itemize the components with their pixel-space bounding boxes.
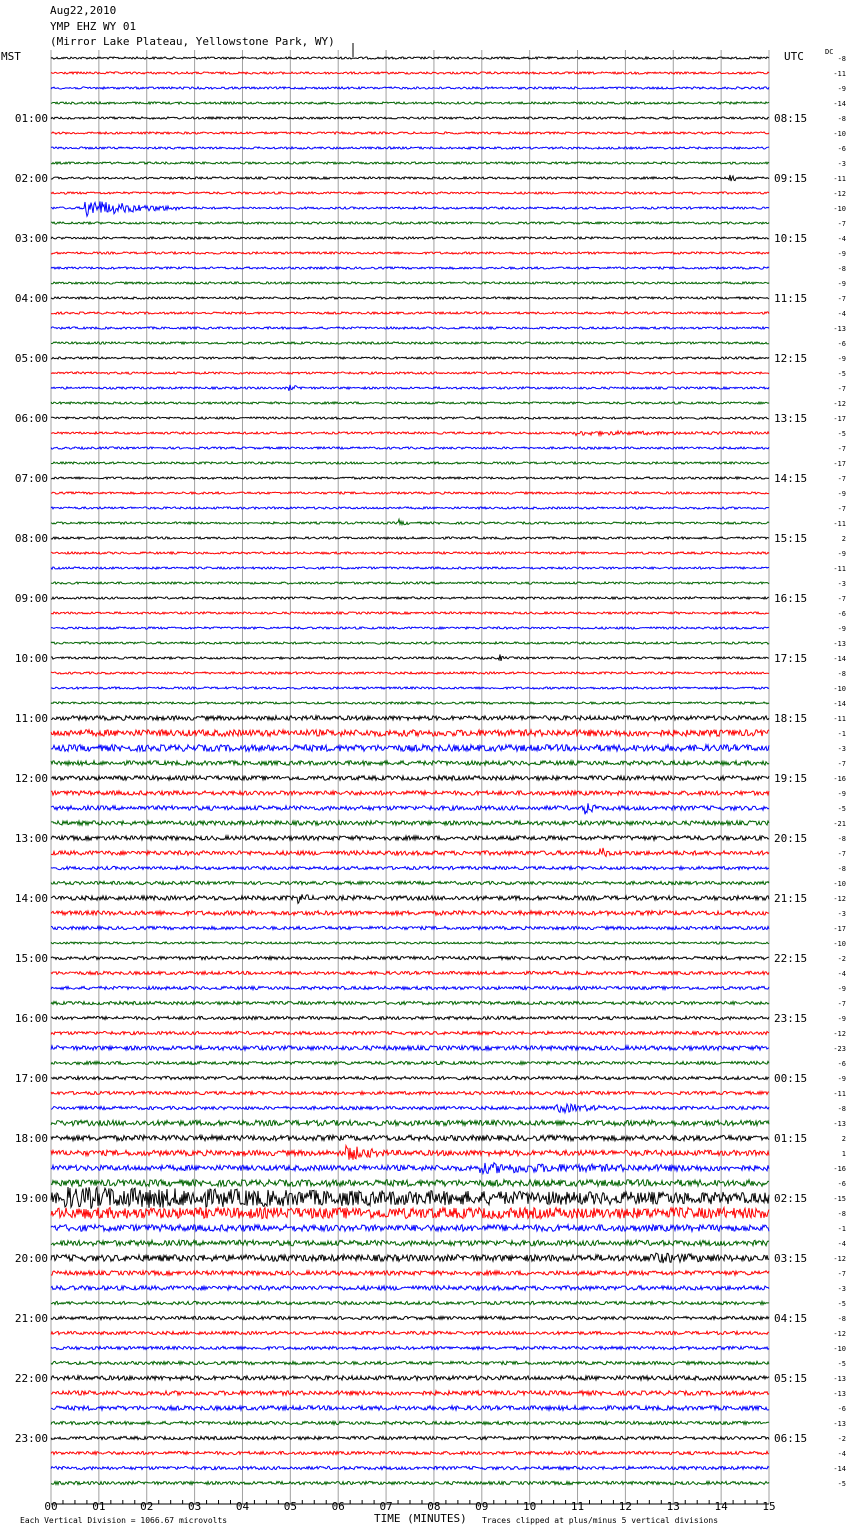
trace-row <box>51 267 769 269</box>
x-tick-label: 06 <box>331 1500 345 1513</box>
dc-offset-label: -3 <box>837 580 846 588</box>
trace-row <box>51 507 769 509</box>
left-hour-label: 11:00 <box>14 712 48 725</box>
trace-row <box>51 1225 769 1232</box>
trace-row <box>51 582 769 584</box>
trace-row <box>51 866 769 869</box>
right-hour-label: 10:15 <box>774 232 808 245</box>
trace-row <box>51 312 769 314</box>
left-hour-label: 20:00 <box>14 1252 48 1265</box>
dc-offset-label: -17 <box>833 925 846 933</box>
trace-row <box>51 1046 769 1050</box>
dc-offset-label: -11 <box>833 175 846 183</box>
dc-offset-label: 2 <box>841 535 846 543</box>
trace-row <box>51 1180 769 1187</box>
scale-note: Each Vertical Division = 1066.67 microvolts <box>20 1516 228 1525</box>
dc-offset-label: -3 <box>837 160 846 168</box>
trace-row <box>51 655 769 661</box>
left-timezone-label: MST <box>1 50 21 63</box>
header-date: Aug22,2010 <box>50 4 117 17</box>
dc-offset-label: -10 <box>833 205 846 213</box>
dc-offset-label: -6 <box>837 1180 846 1188</box>
dc-offset-label: -14 <box>833 100 846 108</box>
x-tick-label: 11 <box>570 1500 585 1513</box>
dc-offset-label: -5 <box>837 805 846 813</box>
right-timezone-label: UTC <box>784 50 804 63</box>
x-tick-label: 05 <box>283 1500 297 1513</box>
left-hour-label: 03:00 <box>14 232 48 245</box>
dc-offset-label: -8 <box>837 1210 846 1218</box>
x-axis-label: TIME (MINUTES) <box>374 1512 467 1525</box>
dc-offset-label: -9 <box>837 1015 846 1023</box>
dc-offset-label: 1 <box>841 1150 846 1158</box>
right-hour-label: 04:15 <box>774 1312 808 1325</box>
x-tick-label: 08 <box>427 1500 441 1513</box>
right-hour-label: 19:15 <box>774 772 808 785</box>
right-hour-label: 05:15 <box>774 1372 808 1385</box>
dc-offset-label: -2 <box>837 955 846 963</box>
dc-offset-label: -4 <box>837 310 846 318</box>
trace-row <box>51 492 769 494</box>
dc-offset-label: -9 <box>837 1075 846 1083</box>
trace-row <box>51 986 769 989</box>
right-hour-label: 14:15 <box>774 472 808 485</box>
dc-offset-label: -7 <box>837 1270 846 1278</box>
trace-row <box>51 1421 769 1424</box>
trace-row <box>51 1286 769 1290</box>
dc-offset-label: -12 <box>833 400 846 408</box>
left-hour-label: 15:00 <box>14 952 48 965</box>
trace-row <box>51 956 769 959</box>
dc-offset-label: -9 <box>837 250 846 258</box>
trace-row <box>51 836 769 840</box>
trace-row <box>51 342 769 344</box>
trace-row <box>51 1391 769 1395</box>
trace-row <box>51 1187 769 1209</box>
dc-offset-label: -7 <box>837 385 846 393</box>
dc-offset-label: -6 <box>837 1060 846 1068</box>
trace-row <box>51 477 769 479</box>
trace-row <box>51 567 769 569</box>
left-hour-label: 13:00 <box>14 832 48 845</box>
trace-row <box>51 612 769 614</box>
trace-row <box>51 237 769 239</box>
left-hour-label: 12:00 <box>14 772 48 785</box>
dc-offset-label: -13 <box>833 1420 846 1428</box>
trace-row <box>51 848 769 857</box>
trace-row <box>51 942 769 944</box>
x-tick-label: 09 <box>475 1500 489 1513</box>
trace-row <box>51 252 769 254</box>
trace-row <box>51 926 769 929</box>
trace-row <box>51 1135 769 1140</box>
trace-row <box>51 1316 769 1319</box>
left-hour-label: 10:00 <box>14 652 48 665</box>
dc-offset-label: -17 <box>833 415 846 423</box>
right-hour-label: 08:15 <box>774 112 808 125</box>
trace-row <box>51 1240 769 1245</box>
trace-row <box>51 1091 769 1094</box>
dc-offset-label: -7 <box>837 505 846 513</box>
trace-row <box>51 776 769 780</box>
dc-offset-label: -3 <box>837 745 846 753</box>
right-hour-label: 09:15 <box>774 172 808 185</box>
right-hour-label: 11:15 <box>774 292 808 305</box>
dc-offset-label: -11 <box>833 520 846 528</box>
trace-row <box>51 519 769 524</box>
dc-offset-label: -13 <box>833 1390 846 1398</box>
dc-offset-label: -9 <box>837 790 846 798</box>
x-tick-label: 02 <box>140 1500 154 1513</box>
trace-row <box>51 1061 769 1064</box>
trace-row <box>51 1466 769 1469</box>
dc-offset-label: -3 <box>837 1285 846 1293</box>
dc-offset-label: -8 <box>837 670 846 678</box>
trace-row <box>51 462 769 464</box>
dc-offset-label: -4 <box>837 1450 846 1458</box>
dc-offset-label: -4 <box>837 1240 846 1248</box>
dc-offset-label: -3 <box>837 910 846 918</box>
x-tick-label: 10 <box>523 1500 537 1513</box>
right-hour-label: 23:15 <box>774 1012 808 1025</box>
trace-row <box>51 297 769 299</box>
trace-row <box>51 672 769 674</box>
left-hour-label: 16:00 <box>14 1012 48 1025</box>
dc-offset-label: -14 <box>833 655 846 663</box>
header-station: YMP EHZ WY 01 <box>50 20 137 33</box>
trace-row <box>51 1031 769 1034</box>
right-hour-label: 20:15 <box>774 832 808 845</box>
dc-offset-label: -9 <box>837 625 846 633</box>
dc-offset-label: -23 <box>833 1045 846 1053</box>
right-hour-label: 15:15 <box>774 532 808 545</box>
x-tick-label: 07 <box>379 1500 393 1513</box>
left-hour-label: 09:00 <box>14 592 48 605</box>
dc-offset-label: -10 <box>833 130 846 138</box>
dc-offset-label: -8 <box>837 1315 846 1323</box>
trace-row <box>51 201 769 216</box>
trace-row <box>51 702 769 704</box>
header-location: (Mirror Lake Plateau, Yellowstone Park, WY) <box>50 35 335 48</box>
right-hour-label: 17:15 <box>774 652 808 665</box>
dc-offset-label: -8 <box>837 865 846 873</box>
x-tick-label: 12 <box>618 1500 633 1513</box>
trace-row <box>51 1146 769 1160</box>
trace-row <box>51 552 769 554</box>
right-hour-label: 03:15 <box>774 1252 808 1265</box>
trace-row <box>51 687 769 689</box>
dc-offset-label: -15 <box>833 1195 846 1203</box>
dc-offset-label: -2 <box>837 1435 846 1443</box>
trace-row <box>51 881 769 884</box>
left-hour-label: 01:00 <box>14 112 48 125</box>
dc-offset-label: -9 <box>837 355 846 363</box>
right-hour-label: 01:15 <box>774 1132 808 1145</box>
trace-row <box>51 1271 769 1275</box>
seismic-traces <box>51 57 769 1485</box>
left-hour-label: 22:00 <box>14 1372 48 1385</box>
dc-offset-label: -12 <box>833 1255 846 1263</box>
trace-row <box>51 894 769 903</box>
trace-row <box>51 597 769 599</box>
dc-offset-label: -7 <box>837 475 846 483</box>
right-hour-label: 13:15 <box>774 412 808 425</box>
dc-offset-label: -10 <box>833 940 846 948</box>
dc-offset-label: -6 <box>837 340 846 348</box>
trace-row <box>51 730 769 737</box>
left-hour-label: 06:00 <box>14 412 48 425</box>
right-hour-label: 00:15 <box>774 1072 808 1085</box>
dc-offset-label: -13 <box>833 1120 846 1128</box>
x-tick-label: 00 <box>44 1500 58 1513</box>
trace-row <box>51 222 769 224</box>
dc-offset-label: -1 <box>837 730 846 738</box>
x-tick-label: 13 <box>666 1500 680 1513</box>
dc-offset-label: -8 <box>837 1105 846 1113</box>
trace-row <box>51 1376 769 1380</box>
left-hour-label: 04:00 <box>14 292 48 305</box>
dc-offset-label: -7 <box>837 595 846 603</box>
dc-offset-label: -10 <box>833 1345 846 1353</box>
dc-offset-label: -7 <box>837 220 846 228</box>
dc-offset-label: -13 <box>833 325 846 333</box>
dc-offset-label: -1 <box>837 1225 846 1233</box>
x-tick-label: 14 <box>714 1500 728 1513</box>
trace-row <box>51 1104 769 1113</box>
right-hour-label: 06:15 <box>774 1432 808 1445</box>
trace-row <box>51 716 769 720</box>
dc-offset-label: -21 <box>833 820 846 828</box>
trace-row <box>51 1253 769 1263</box>
trace-row <box>51 745 769 752</box>
trace-row <box>51 192 769 194</box>
dc-offset-label: -9 <box>837 490 846 498</box>
dc-offset-label: -5 <box>837 1480 846 1488</box>
dc-offset-label: -12 <box>833 895 846 903</box>
dc-offset-label: -11 <box>833 70 846 78</box>
dc-offset-label: -7 <box>837 760 846 768</box>
dc-offset-label: -16 <box>833 1165 846 1173</box>
trace-row <box>51 791 769 795</box>
dc-offset-label: -12 <box>833 190 846 198</box>
dc-offset-label: -10 <box>833 880 846 888</box>
dc-offset-label: -8 <box>837 115 846 123</box>
dc-offset-label: -5 <box>837 1300 846 1308</box>
trace-row <box>51 1163 769 1174</box>
trace-row <box>51 642 769 644</box>
dc-offset-label: -14 <box>833 1465 846 1473</box>
left-hour-label: 19:00 <box>14 1192 48 1205</box>
trace-row <box>51 1406 769 1410</box>
dc-offset-label: -9 <box>837 985 846 993</box>
trace-row <box>51 117 769 119</box>
left-hour-label: 21:00 <box>14 1312 48 1325</box>
dc-offset-label: -7 <box>837 1000 846 1008</box>
x-tick-label: 04 <box>235 1500 250 1513</box>
x-tick-label: 01 <box>92 1500 106 1513</box>
trace-row <box>51 72 769 74</box>
trace-row <box>51 1016 769 1019</box>
dc-offset-label: -9 <box>837 550 846 558</box>
dc-offset-label: -12 <box>833 1030 846 1038</box>
dc-offset-label: -7 <box>837 445 846 453</box>
right-hour-label: 12:15 <box>774 352 808 365</box>
trace-row <box>51 761 769 765</box>
trace-row <box>51 1331 769 1334</box>
dc-offset-label: -4 <box>837 235 846 243</box>
trace-row <box>51 162 769 164</box>
trace-row <box>51 537 769 539</box>
dc-offset-label: -8 <box>837 835 846 843</box>
trace-row <box>51 911 769 915</box>
trace-row <box>51 147 769 149</box>
trace-row <box>51 821 769 825</box>
left-hour-label: 05:00 <box>14 352 48 365</box>
trace-row <box>51 87 769 89</box>
trace-row <box>51 372 769 374</box>
left-hour-label: 14:00 <box>14 892 48 905</box>
dc-offset-label: -11 <box>833 1090 846 1098</box>
dc-offset-label: -13 <box>833 640 846 648</box>
trace-row <box>51 175 769 181</box>
dc-offset-label: -5 <box>837 370 846 378</box>
left-hour-label: 17:00 <box>14 1072 48 1085</box>
trace-row <box>51 417 769 419</box>
dc-offset-label: -13 <box>833 1375 846 1383</box>
trace-row <box>51 803 769 814</box>
trace-row <box>51 1361 769 1364</box>
dc-offset-label: -6 <box>837 145 846 153</box>
trace-row <box>51 1436 769 1439</box>
dc-offset-label: -16 <box>833 775 846 783</box>
dc-offset-label: -10 <box>833 685 846 693</box>
left-hour-label: 02:00 <box>14 172 48 185</box>
dc-offset-label: -11 <box>833 565 846 573</box>
trace-row <box>51 282 769 284</box>
trace-row <box>51 1346 769 1349</box>
right-hour-label: 18:15 <box>774 712 808 725</box>
trace-row <box>51 971 769 974</box>
dc-offset-label: -17 <box>833 460 846 468</box>
x-tick-label: 03 <box>187 1500 202 1513</box>
dc-offset-label: -9 <box>837 280 846 288</box>
dc-offset-label: -4 <box>837 970 846 978</box>
trace-row <box>51 1301 769 1304</box>
dc-offset-label: -11 <box>833 715 846 723</box>
left-hour-label: 18:00 <box>14 1132 48 1145</box>
dc-offset-label: -8 <box>837 55 846 63</box>
dc-offset-label: -5 <box>837 430 846 438</box>
trace-row <box>51 431 769 436</box>
dc-offset-label: -14 <box>833 700 846 708</box>
left-hour-label: 23:00 <box>14 1432 48 1445</box>
trace-row <box>51 327 769 329</box>
dc-label: DC <box>825 48 834 56</box>
dc-offset-label: -7 <box>837 295 846 303</box>
trace-row <box>51 385 769 391</box>
trace-row <box>51 627 769 629</box>
right-hour-label: 16:15 <box>774 592 808 605</box>
trace-row <box>51 1120 769 1125</box>
dc-offset-label: -9 <box>837 85 846 93</box>
dc-offset-label: -8 <box>837 265 846 273</box>
dc-offset-label: -7 <box>837 850 846 858</box>
trace-row <box>51 132 769 134</box>
trace-row <box>51 1076 769 1079</box>
dc-offset-label: 2 <box>841 1135 846 1143</box>
trace-row <box>51 357 769 359</box>
dc-offset-label: -12 <box>833 1330 846 1338</box>
left-hour-label: 07:00 <box>14 472 48 485</box>
trace-row <box>51 102 769 104</box>
clip-note: Traces clipped at plus/minus 5 vertical divisions <box>482 1516 719 1525</box>
trace-row <box>51 1208 769 1219</box>
right-hour-label: 02:15 <box>774 1192 808 1205</box>
trace-row <box>51 1001 769 1004</box>
trace-row <box>51 1481 769 1484</box>
x-tick-label: 15 <box>762 1500 776 1513</box>
trace-row <box>51 1451 769 1454</box>
right-hour-label: 22:15 <box>774 952 808 965</box>
dc-offset-label: -5 <box>837 1360 846 1368</box>
trace-row <box>51 447 769 449</box>
right-hour-label: 21:15 <box>774 892 808 905</box>
dc-offset-label: -6 <box>837 1405 846 1413</box>
dc-offset-label: -6 <box>837 610 846 618</box>
left-hour-label: 08:00 <box>14 532 48 545</box>
trace-row <box>51 57 769 59</box>
trace-row <box>51 402 769 404</box>
